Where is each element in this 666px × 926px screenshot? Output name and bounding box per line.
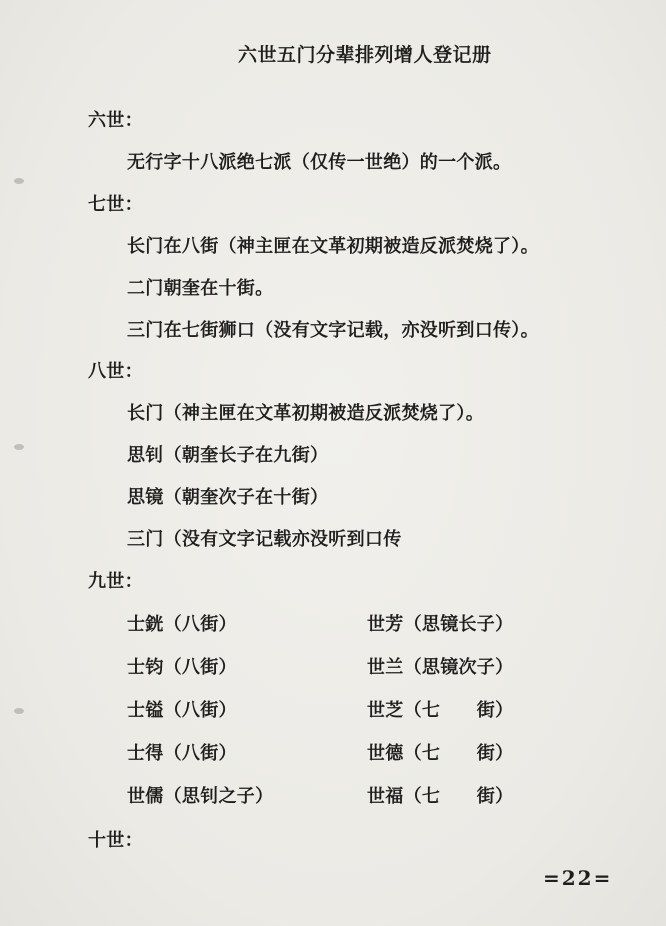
name-entry: 士得（八街）	[127, 743, 237, 764]
text-line: 三门（没有文字记载亦没听到口传	[127, 529, 402, 550]
text-line: 无行字十八派绝七派（仅传一世绝）的一个派。	[127, 152, 512, 173]
generation-heading-6: 六世：	[88, 110, 143, 131]
punch-hole-mark	[14, 708, 24, 714]
name-entry: 世儒（思钊之子）	[127, 786, 274, 807]
name-entry: 世芳（思镜长子）	[367, 614, 514, 635]
name-entry: 世兰（思镜次子）	[367, 657, 514, 678]
name-entry: 士钧（八街）	[127, 657, 237, 678]
text-line: 长门在八街（神主匣在文革初期被造反派焚烧了）。	[127, 236, 539, 257]
generation-heading-7: 七世：	[88, 194, 143, 215]
text-line: 二门朝奎在十街。	[127, 278, 274, 299]
text-line: 长门（神主匣在文革初期被造反派焚烧了）。	[127, 403, 484, 424]
name-entry: 士镒（八街）	[127, 700, 237, 721]
generation-heading-9: 九世：	[88, 571, 143, 592]
punch-hole-mark	[14, 444, 24, 450]
text-line: 思镜（朝奎次子在十街）	[127, 487, 329, 508]
page-number: =22=	[543, 866, 613, 890]
text-line: 思钊（朝奎长子在九街）	[127, 445, 329, 466]
text-line: 三门在七街狮口（没有文字记载，亦没听到口传）。	[127, 320, 539, 341]
generation-heading-8: 八世：	[88, 361, 143, 382]
name-entry: 士銧（八街）	[127, 614, 237, 635]
page-title: 六世五门分辈排列增人登记册	[238, 44, 492, 66]
name-entry: 世德（七 街）	[367, 743, 514, 764]
name-entry: 世芝（七 街）	[367, 700, 514, 721]
generation-heading-10: 十世：	[88, 830, 143, 851]
name-entry: 世福（七 街）	[367, 786, 514, 807]
punch-hole-mark	[14, 178, 24, 184]
